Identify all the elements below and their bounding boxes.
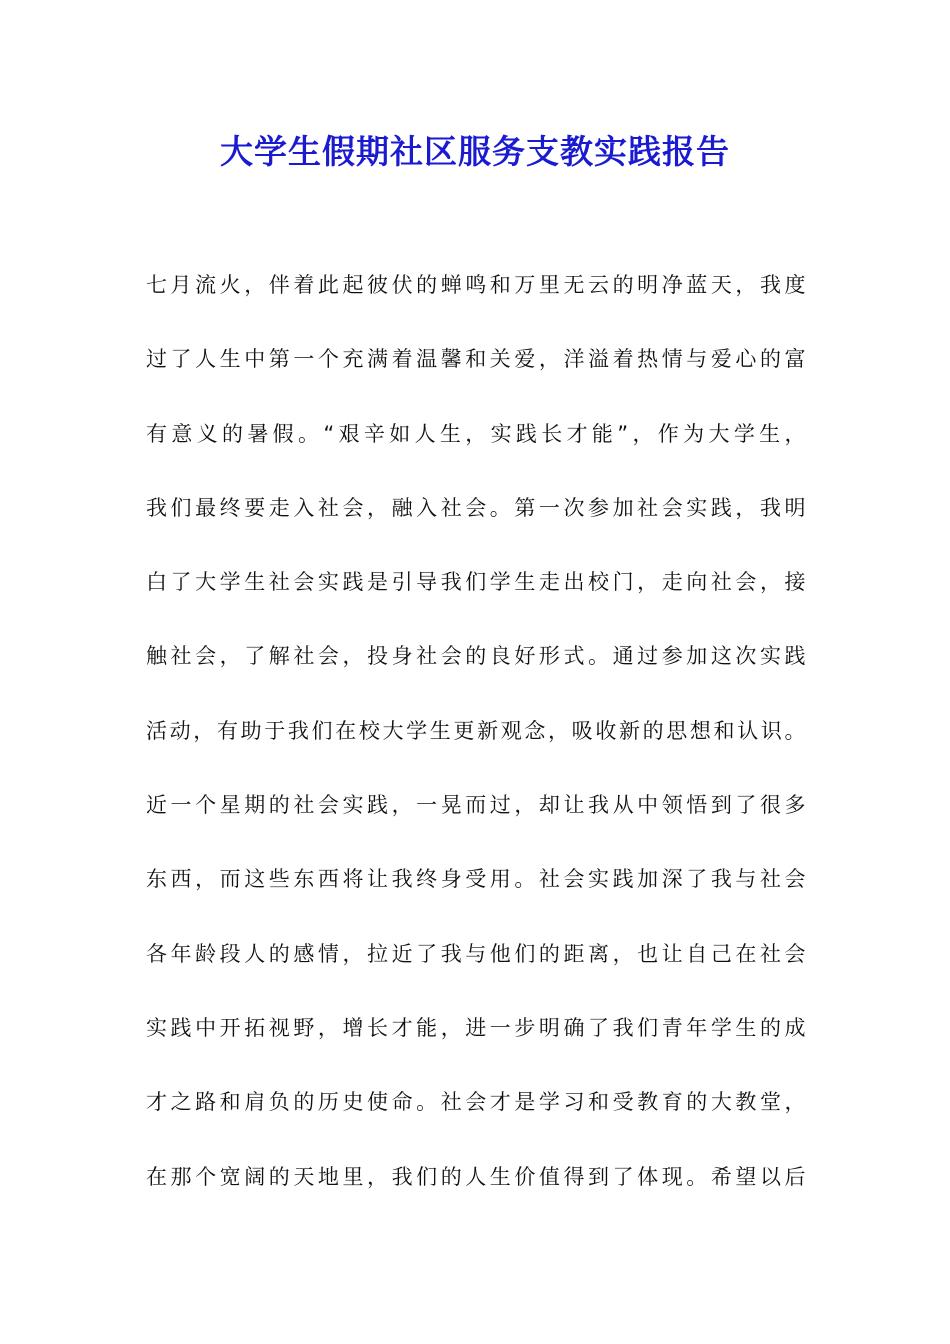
body-line: 才之路和肩负的历史使命。社会才是学习和受教育的大教堂， (146, 1090, 806, 1115)
body-line: 在那个宽阔的天地里，我们的人生价值得到了体现。希望以后 (146, 1164, 806, 1189)
body-line: 有意义的暑假。“艰辛如人生，实践长才能”，作为大学生， (146, 421, 806, 446)
body-line: 近一个星期的社会实践，一晃而过，却让我从中领悟到了很多 (146, 793, 806, 818)
document-title: 大学生假期社区服务支教实践报告 (220, 132, 730, 171)
body-line: 过了人生中第一个充满着温馨和关爱，洋溢着热情与爱心的富 (146, 347, 806, 372)
body-line: 实践中开拓视野，增长才能，进一步明确了我们青年学生的成 (146, 1015, 806, 1040)
body-line: 各年龄段人的感情，拉近了我与他们的距离，也让自己在社会 (146, 941, 806, 966)
body-line: 我们最终要走入社会，融入社会。第一次参加社会实践，我明 (146, 495, 806, 520)
body-line: 白了大学生社会实践是引导我们学生走出校门，走向社会，接 (146, 570, 806, 595)
body-line: 触社会，了解社会，投身社会的良好形式。通过参加这次实践 (146, 644, 806, 669)
body-line: 七月流火，伴着此起彼伏的蝉鸣和万里无云的明净蓝天，我度 (146, 273, 806, 297)
document-body (146, 262, 806, 1228)
body-line: 东西，而这些东西将让我终身受用。社会实践加深了我与社会 (146, 867, 806, 892)
body-line: 活动，有助于我们在校大学生更新观念，吸收新的思想和认识。 (146, 718, 806, 743)
